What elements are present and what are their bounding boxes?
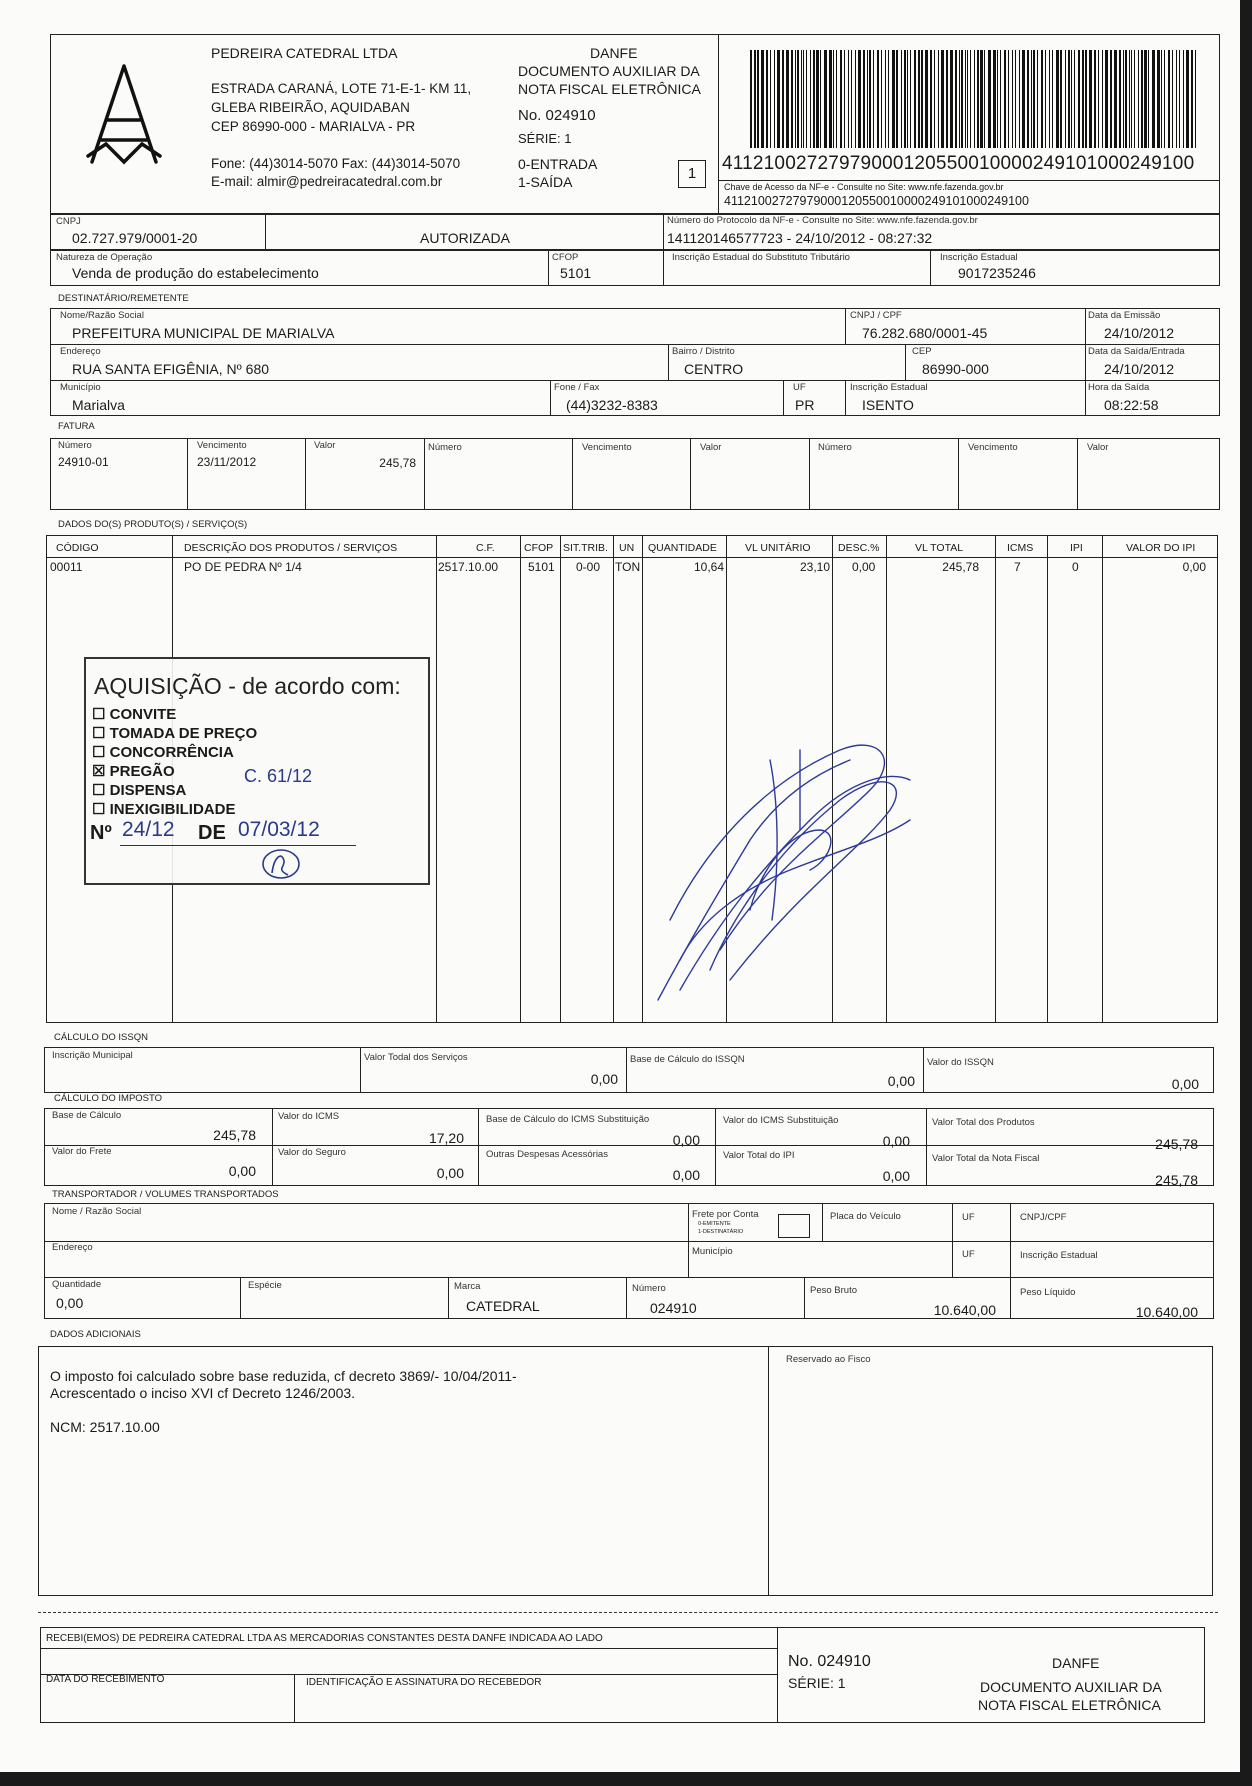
icms-st-base-value: 0,00 — [672, 1132, 700, 1148]
products-total-value: 245,78 — [1155, 1136, 1198, 1152]
recipient-name-label: Nome/Razão Social — [60, 310, 144, 321]
recipient-ie-label: Inscrição Estadual — [850, 382, 928, 393]
col-ipi-value-header: VALOR DO IPI — [1126, 542, 1196, 554]
row-icms: 7 — [1014, 560, 1021, 574]
stamp-de-prefix: DE — [198, 822, 226, 844]
danfe-number: No. 024910 — [518, 107, 596, 124]
barcode-digits: 41121002727979000120550010000249101000249100 — [722, 153, 1195, 174]
icms-st-base-label: Base de Cálculo do ICMS Substituição — [486, 1114, 650, 1125]
issqn-base-label: Base de Cálculo do ISSQN — [630, 1054, 745, 1065]
invoice-value-label-2: Valor — [700, 442, 722, 453]
row-cfop: 5101 — [528, 560, 555, 574]
col-icms-header: ICMS — [1007, 542, 1034, 554]
receipt-statement: RECEBI(EMOS) DE PEDREIRA CATEDRAL LTDA AS MERCADORIAS CONSTANTES DESTA DANFE INDICADA AO LADO — [46, 1633, 603, 1644]
carrier-cnpj-label: CNPJ/CPF — [1020, 1212, 1067, 1223]
icms-value: 17,20 — [428, 1130, 464, 1146]
exit-option: 1-SAÍDA — [518, 174, 573, 190]
stamp-option-tomada: ☐ TOMADA DE PREÇO — [92, 725, 258, 742]
icms-value-label: Valor do ICMS — [278, 1111, 340, 1122]
exit-time: 08:22:58 — [1104, 397, 1159, 413]
recipient-address: RUA SANTA EFIGÊNIA, Nº 680 — [72, 361, 270, 377]
exit-date-label: Data da Saída/Entrada — [1088, 346, 1185, 357]
issqn-section: CÁLCULO DO ISSQN — [54, 1032, 148, 1043]
carrier-name-label: Nome / Razão Social — [52, 1206, 142, 1217]
freight-value: 0,00 — [228, 1163, 256, 1179]
tax-base-label: Base de Cálculo — [52, 1110, 122, 1121]
invoice-number-label-2: Número — [428, 442, 462, 453]
row-unit: TON — [615, 560, 641, 574]
stamp-title: AQUISIÇÃO - de acordo com: — [94, 673, 401, 699]
recipient-city: Marialva — [72, 397, 125, 413]
emitter-address-1: ESTRADA CARANÁ, LOTE 71-E-1- KM 11, — [211, 81, 472, 96]
invoice-number-label-3: Número — [818, 442, 852, 453]
col-cfop-header: CFOP — [524, 542, 554, 554]
freight-option-recipient: 1-DESTINATÁRIO — [698, 1229, 744, 1235]
carrier-uf-label: UF — [962, 1212, 975, 1223]
products-section: DADOS DO(S) PRODUTO(S) / SERVIÇO(S) — [58, 519, 248, 530]
icms-st-value-label: Valor do ICMS Substituição — [723, 1115, 839, 1126]
stamp-no-prefix: Nº — [90, 822, 112, 844]
tax-section: CÁLCULO DO IMPOSTO — [54, 1093, 163, 1104]
services-value: 0,00 — [590, 1071, 618, 1087]
additional-info-line-2: Acrescentado o inciso XVI cf Decreto 1246/2003. — [50, 1385, 356, 1401]
ie-label: Inscrição Estadual — [940, 252, 1018, 263]
receipt-doc-line-1: DOCUMENTO AUXILIAR DA — [980, 1679, 1162, 1695]
row-ipi-value: 0,00 — [1182, 560, 1206, 574]
danfe-subtitle-2: NOTA FISCAL ELETRÔNICA — [518, 81, 701, 97]
nfe-status: AUTORIZADA — [420, 230, 510, 246]
row-discount: 0,00 — [852, 560, 876, 574]
danfe-title: DANFE — [590, 45, 638, 61]
freight-value-label: Valor do Frete — [52, 1146, 112, 1157]
additional-info-line-1: O imposto foi calculado sobre base reduzida, cf decreto 3869/- 10/04/2011- — [50, 1368, 517, 1384]
recipient-name: PREFEITURA MUNICIPAL DE MARIALVA — [72, 325, 335, 341]
district-label: Bairro / Distrito — [672, 346, 735, 357]
danfe-serie: SÉRIE: 1 — [518, 131, 572, 146]
volume-brand-label: Marca — [454, 1281, 481, 1292]
col-unit-price-header: VL UNITÁRIO — [745, 542, 811, 554]
services-value-label: Valor Todal dos Serviços — [364, 1052, 468, 1063]
municipal-registration-label: Inscrição Municipal — [52, 1050, 133, 1061]
protocol-value: 141120146577723 - 24/10/2012 - 08:27:32 — [667, 230, 933, 246]
receiver-id-label: IDENTIFICAÇÃO E ASSINATURA DO RECEBEDOR — [306, 1677, 542, 1688]
col-ipi-header: IPI — [1070, 542, 1083, 554]
invoice-value-label-3: Valor — [1087, 442, 1109, 453]
ipi-total-label: Valor Total do IPI — [723, 1150, 795, 1161]
cfop-label: CFOP — [552, 252, 579, 263]
col-cf-header: C.F. — [476, 542, 495, 554]
emitter-name: PEDREIRA CATEDRAL LTDA — [211, 45, 398, 61]
invoice-due-date: 23/11/2012 — [197, 455, 257, 469]
stamp-option-convite: ☐ CONVITE — [92, 706, 177, 723]
receipt-number: No. 024910 — [788, 1653, 871, 1670]
receipt-date-label: DATA DO RECEBIMENTO — [46, 1674, 165, 1685]
barcode — [748, 50, 1200, 148]
ie-value: 9017235246 — [958, 265, 1036, 281]
icms-st-value: 0,00 — [882, 1133, 910, 1149]
tax-base-value: 245,78 — [213, 1127, 256, 1143]
col-discount-header: DESC.% — [838, 542, 880, 554]
invoice-due-label-3: Vencimento — [968, 442, 1018, 453]
carrier-city-label: Município — [692, 1246, 733, 1257]
company-logo — [78, 62, 170, 172]
freight-by-box — [778, 1214, 810, 1238]
carrier-address-label: Endereço — [52, 1242, 93, 1253]
emitter-address-3: CEP 86990-000 - MARIALVA - PR — [211, 119, 416, 134]
invoice-total-value: 245,78 — [1155, 1172, 1198, 1188]
emission-date-label: Data da Emissão — [1088, 310, 1161, 321]
exit-date: 24/10/2012 — [1104, 361, 1175, 377]
gross-weight-label: Peso Bruto — [810, 1285, 857, 1296]
city-label: Município — [60, 382, 101, 393]
entry-option: 0-ENTRADA — [518, 156, 598, 172]
protocol-label: Número do Protocolo da NF-e - Consulte no Site: www.nfe.fazenda.gov.br — [667, 215, 978, 226]
invoice-total-label: Valor Total da Nota Fiscal — [932, 1153, 1040, 1164]
volume-quantity: 0,00 — [56, 1295, 84, 1311]
net-weight: 10.640,00 — [1135, 1304, 1198, 1320]
issqn-value-label: Valor do ISSQN — [927, 1057, 994, 1068]
stamp-initials — [256, 845, 306, 881]
invoice-due-label: Vencimento — [197, 440, 247, 451]
col-total-header: VL TOTAL — [915, 542, 964, 554]
fisco-reserved-label: Reservado ao Fisco — [786, 1354, 871, 1365]
emission-date: 24/10/2012 — [1104, 325, 1175, 341]
emitter-email: E-mail: almir@pedreiracatedral.com.br — [211, 174, 443, 189]
emitter-cnpj: 02.727.979/0001-20 — [72, 230, 198, 246]
cfop-value: 5101 — [560, 265, 592, 281]
danfe-subtitle-1: DOCUMENTO AUXILIAR DA — [518, 63, 700, 79]
receipt-doc-line-2: NOTA FISCAL ELETRÔNICA — [978, 1697, 1161, 1713]
row-code: 00011 — [50, 560, 83, 574]
uf-label: UF — [793, 382, 806, 393]
receipt-serie: SÉRIE: 1 — [788, 1675, 846, 1691]
additional-section: DADOS ADICIONAIS — [50, 1329, 141, 1340]
issqn-base-value: 0,00 — [887, 1073, 915, 1089]
recipient-district: CENTRO — [684, 361, 744, 377]
carrier-ie-label: Inscrição Estadual — [1020, 1250, 1098, 1261]
row-unit-price: 23,10 — [799, 560, 830, 574]
volume-number-label: Número — [632, 1283, 666, 1294]
invoice-number-label: Número — [58, 440, 92, 451]
transport-section: TRANSPORTADOR / VOLUMES TRANSPORTADOS — [52, 1189, 279, 1200]
row-quantity: 10,64 — [693, 560, 724, 574]
receipt-danfe-title: DANFE — [1052, 1655, 1100, 1671]
freight-option-emitter: 0-EMITENTE — [698, 1221, 731, 1227]
phone-label: Fone / Fax — [554, 382, 600, 393]
nature-label: Natureza de Operação — [56, 252, 153, 263]
stamp-c-number: C. 61/12 — [244, 766, 313, 786]
insurance-value: 0,00 — [436, 1165, 464, 1181]
operation-type-box: 1 — [678, 160, 706, 188]
col-description-header: DESCRIÇÃO DOS PRODUTOS / SERVIÇOS — [184, 542, 398, 554]
ie-st-label: Inscrição Estadual do Substituto Tributário — [672, 252, 850, 263]
invoice-due-label-2: Vencimento — [582, 442, 632, 453]
col-un-header: UN — [619, 542, 635, 554]
recipient-address-label: Endereço — [60, 346, 101, 357]
signature-scribble — [650, 720, 950, 1020]
col-sittrib-header: SIT.TRIB. — [563, 542, 608, 554]
recipient-uf: PR — [795, 397, 815, 413]
cut-line — [38, 1612, 1218, 1613]
cnpj-label: CNPJ — [56, 216, 81, 227]
cep-label: CEP — [912, 346, 932, 357]
invoice-number: 24910-01 — [58, 455, 109, 469]
acquisition-stamp — [84, 657, 430, 885]
access-key-label: Chave de Acesso da NF-e - Consulte no Site: www.nfe.fazenda.gov.br — [724, 182, 1004, 192]
stamp-no-value: 24/12 — [122, 818, 175, 841]
row-ipi: 0 — [1072, 560, 1079, 574]
ipi-total-value: 0,00 — [882, 1168, 910, 1184]
invoice-section: FATURA — [58, 421, 95, 432]
insurance-value-label: Valor do Seguro — [278, 1147, 346, 1158]
stamp-option-pregao: ☒ PREGÃO — [92, 763, 175, 780]
ncm-code: NCM: 2517.10.00 — [50, 1419, 160, 1435]
exit-time-label: Hora da Saída — [1088, 382, 1150, 393]
stamp-de-value: 07/03/12 — [238, 818, 320, 841]
emitter-address-2: GLEBA RIBEIRÃO, AQUIDABAN — [211, 100, 410, 115]
stamp-option-dispensa: ☐ DISPENSA — [92, 782, 187, 799]
col-quantity-header: QUANTIDADE — [648, 542, 717, 554]
row-description: PO DE PEDRA Nº 1/4 — [184, 560, 302, 574]
net-weight-label: Peso Líquido — [1020, 1287, 1076, 1298]
invoice-value: 245,78 — [379, 456, 416, 470]
row-cf: 2517.10.00 — [438, 560, 499, 574]
recipient-cnpj-label: CNPJ / CPF — [850, 310, 902, 321]
products-total-label: Valor Total dos Produtos — [932, 1117, 1035, 1128]
recipient-cep: 86990-000 — [922, 361, 989, 377]
row-sittrib: 0-00 — [576, 560, 601, 574]
carrier-uf-label-2: UF — [962, 1249, 975, 1260]
recipient-cnpj: 76.282.680/0001-45 — [862, 325, 988, 341]
other-expenses-value: 0,00 — [672, 1167, 700, 1183]
volume-species-label: Espécie — [248, 1280, 282, 1291]
emitter-phone: Fone: (44)3014-5070 Fax: (44)3014-5070 — [211, 156, 461, 171]
volume-quantity-label: Quantidade — [52, 1279, 102, 1290]
freight-by-label: Frete por Conta — [692, 1209, 759, 1220]
recipient-section: DESTINATÁRIO/REMETENTE — [58, 293, 189, 304]
invoice-value-label: Valor — [314, 440, 336, 451]
stamp-option-inexigibilidade: ☐ INEXIGIBILIDADE — [92, 801, 236, 818]
vehicle-plate-label: Placa do Veículo — [830, 1211, 901, 1222]
recipient-ie: ISENTO — [862, 397, 914, 413]
volume-number: 024910 — [650, 1300, 697, 1316]
gross-weight: 10.640,00 — [933, 1302, 996, 1318]
issqn-value: 0,00 — [1171, 1076, 1199, 1092]
access-key-value: 41121002727979000120550010000249101000249100 — [724, 194, 1029, 208]
recipient-phone: (44)3232-8383 — [566, 397, 658, 413]
stamp-option-concorrencia: ☐ CONCORRÊNCIA — [92, 744, 234, 761]
operation-nature: Venda de produção do estabelecimento — [72, 265, 319, 281]
col-code-header: CÓDIGO — [56, 542, 99, 554]
row-total: 245,78 — [942, 560, 979, 574]
other-expenses-label: Outras Despesas Acessórias — [486, 1149, 608, 1160]
volume-brand: CATEDRAL — [466, 1298, 540, 1314]
